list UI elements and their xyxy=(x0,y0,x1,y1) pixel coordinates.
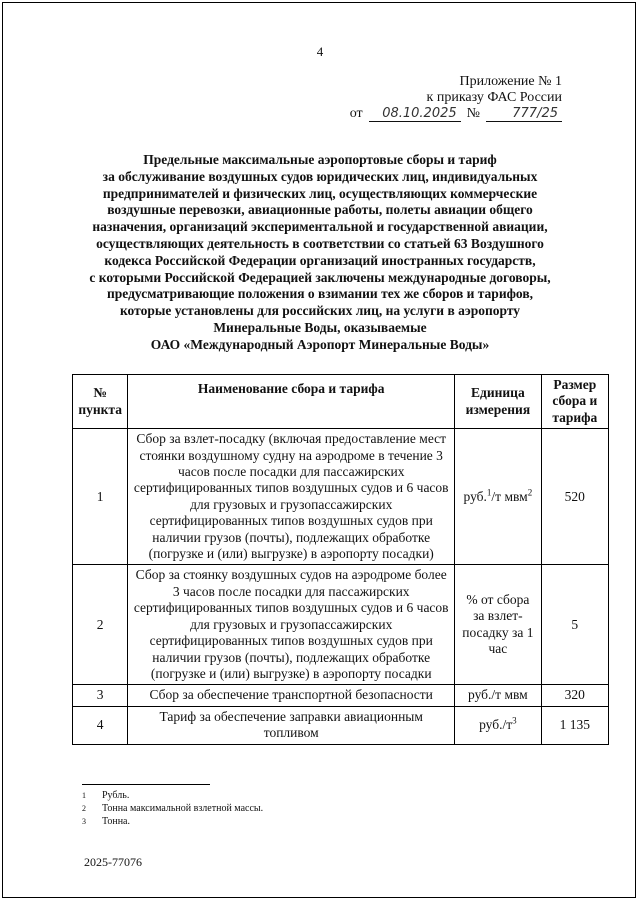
row-number: 2 xyxy=(73,565,128,685)
table-row xyxy=(73,565,609,685)
header-number: № пункта xyxy=(73,375,128,429)
row-rate: 1 135 xyxy=(541,706,608,744)
row-unit xyxy=(455,429,541,565)
title-line: кодекса Российской Федерации организаций иностранных государств, xyxy=(104,252,536,268)
footnote-ref: 2 xyxy=(527,487,533,498)
row-name: Сбор за стоянку воздушных судов на аэродроме более 3 часов после посадки для пассажирских сертифицированных типов воздушных судов и 6 часов для грузовых и грузопассажирских сертифицированных типов воздушных судов при наличии грузов (почты), подлежащих обработке (погрузке и (или) выгрузке) в аэропорту посадки xyxy=(128,565,455,685)
order-date: 08.10.2025 xyxy=(369,106,461,122)
unit-text: руб. xyxy=(463,488,487,504)
page-number: 4 xyxy=(316,44,324,59)
footnotes xyxy=(82,789,263,828)
title-line: за обслуживание воздушных судов юридических лиц, индивидуальных xyxy=(102,168,538,184)
title-line: которые установлены для российских лиц, на услуги в аэропорту xyxy=(119,303,521,319)
footnote-mark: 1 xyxy=(82,791,86,800)
header-name: Наименование сбора и тарифа xyxy=(128,375,455,429)
row-rate: 520 xyxy=(541,429,608,565)
footnote-mark: 2 xyxy=(82,804,86,813)
footnote-mark: 3 xyxy=(82,817,86,826)
document-code: 2025-77076 xyxy=(84,855,142,869)
row-unit xyxy=(455,706,541,744)
unit-tail: /т мвм xyxy=(491,488,528,504)
title-line: Предельные максимальные аэропортовые сборы и тариф xyxy=(143,152,497,167)
order-number: 777/25 xyxy=(486,106,562,122)
footnote-ref: 1 xyxy=(486,487,492,498)
table-row xyxy=(73,685,609,706)
title-line: предпринимателей и физических лиц, осуществляющих коммерческие xyxy=(102,185,538,201)
appendix-order-ref: к приказу ФАС России xyxy=(426,90,562,105)
footnote-text: Тонна максимальной взлетной массы. xyxy=(102,803,264,814)
table-row xyxy=(73,706,609,744)
tariff-table xyxy=(72,374,609,745)
footnote-ref: 3 xyxy=(512,715,517,726)
row-number: 4 xyxy=(73,706,128,744)
row-rate: 5 xyxy=(541,565,608,685)
title-line: воздушные перевозки, авиационные работы, полеты авиации общего xyxy=(107,202,533,218)
row-unit: руб./т мвм xyxy=(455,685,541,706)
table-header-row xyxy=(73,375,609,429)
title-line: ОАО «Международный Аэропорт Минеральные Воды» xyxy=(150,336,490,352)
footnote xyxy=(82,802,263,815)
row-name: Тариф за обеспечение заправки авиационным топливом xyxy=(128,706,455,744)
document-title xyxy=(70,152,570,354)
title-line: Минеральные Воды, оказываемые xyxy=(213,319,427,335)
row-name: Сбор за взлет-посадку (включая предоставление мест стоянки воздушному судну на аэродроме в течение 3 часов после посадки для пассажирских сертифицированных типов воздушных судов и 6 часов для грузовых и грузопассажирских сертифицированных типов воздушных судов при наличии грузов (почты), подлежащих обработке (погрузке и (или) выгрузке) в аэропорту посадки) xyxy=(128,429,455,565)
title-line: осуществляющих деятельность в соответствии со статьей 63 Воздушного xyxy=(96,235,544,251)
row-number: 3 xyxy=(73,685,128,706)
unit-text: руб./т xyxy=(479,716,513,732)
from-label: от xyxy=(349,106,363,121)
footnote xyxy=(82,789,263,802)
header-unit: Единица измерения xyxy=(455,375,541,429)
table-row xyxy=(73,429,609,565)
footnote-separator xyxy=(82,784,210,785)
row-rate: 320 xyxy=(541,685,608,706)
footnote-text: Тонна. xyxy=(102,816,130,827)
footnote xyxy=(82,815,263,828)
row-number: 1 xyxy=(73,429,128,565)
number-label: № xyxy=(466,106,480,121)
order-date-number xyxy=(350,106,562,122)
title-line: назначения, организаций экспериментальной и государственной авиации, xyxy=(92,219,548,235)
footnote-text: Рубль. xyxy=(102,790,130,801)
row-name: Сбор за обеспечение транспортной безопасности xyxy=(128,685,455,706)
appendix-title: Приложение № 1 xyxy=(459,74,562,89)
header-rate: Размер сбора и тарифа xyxy=(541,375,608,429)
appendix-header xyxy=(350,74,562,122)
title-line: с которыми Российской Федерацией заключены международные договоры, xyxy=(89,269,551,285)
title-line: предусматривающие положения о взимании тех же сборов и тарифов, xyxy=(106,286,534,302)
row-unit: % от сбора за взлет-посадку за 1 час xyxy=(455,565,541,685)
